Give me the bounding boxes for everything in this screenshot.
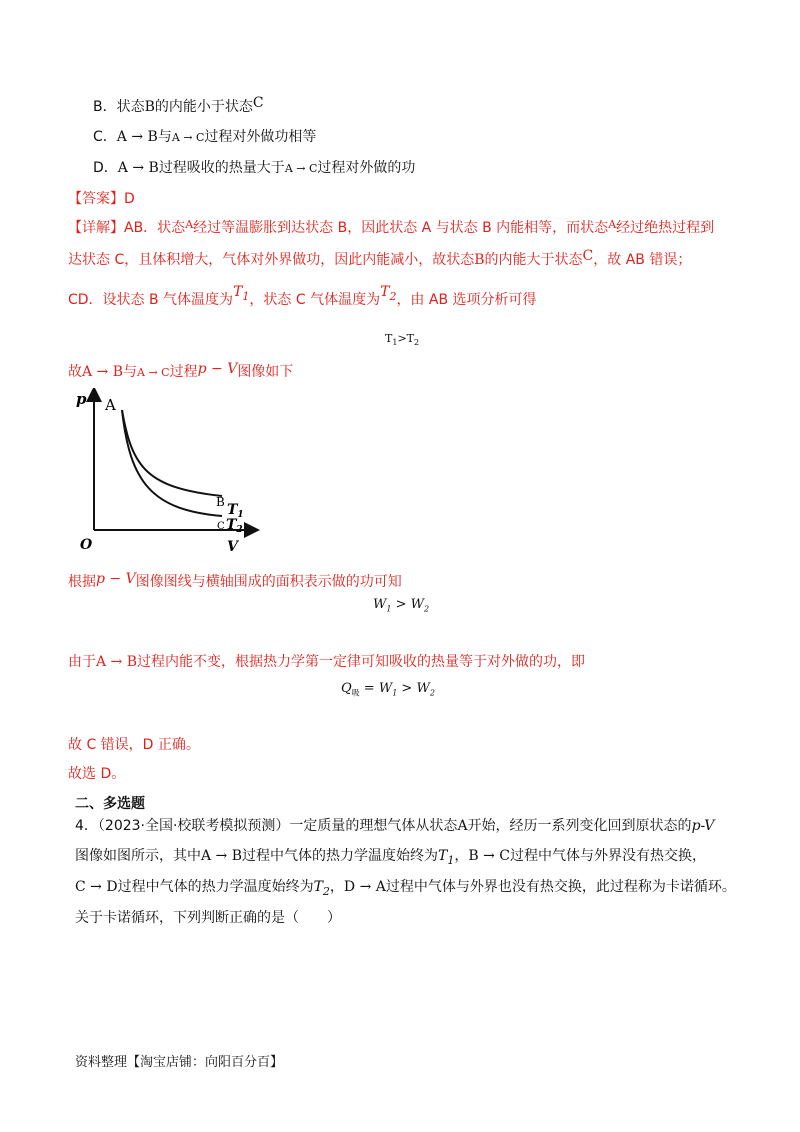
option-d-suffix: 过程对外做的功 <box>317 160 416 176</box>
section-title: 二、多选题 <box>75 796 145 812</box>
state-b-symbol: B <box>144 99 155 115</box>
footer-text: 资料整理【淘宝店铺：向阳百分百】 <box>75 1055 284 1070</box>
detail-line-1 <box>68 218 714 239</box>
option-c <box>93 127 316 148</box>
answer-label: 【答案】 <box>68 191 124 207</box>
q4-text: 过程中气体的热力学温度始终为 <box>242 848 439 864</box>
equation-w1-gt-w2: $W_1 > W_2$ <box>373 597 430 614</box>
q4-text: 过程中气体的热力学温度始终为 <box>117 879 314 895</box>
detail-line-2 <box>68 250 691 270</box>
detail-text: 过程内能不变，根据热力学第一定律可知吸收的热量等于对外做的功，即 <box>137 654 586 670</box>
process-a-b: A → B <box>82 364 124 380</box>
equation-q-absorbed: $Q_吸 = W_1 > W_2$ <box>341 681 435 698</box>
q4-line-1 <box>75 816 714 836</box>
process-b-c: B → C <box>468 848 511 864</box>
state-symbol: B <box>474 252 485 268</box>
q4-text: 4．（2023·全国·校联考模拟预测）一定质量的理想气体从状态 <box>75 818 458 834</box>
temp-t1: $T_1$ <box>233 284 250 303</box>
q4-text: 图像如图所示，其中 <box>75 848 201 864</box>
v-axis-label: V <box>227 539 238 555</box>
detail-text: 与 <box>123 364 138 380</box>
option-b <box>93 97 264 117</box>
q4-line-4: 关于卡诺循环，下列判断正确的是（ ） <box>75 910 341 926</box>
process-a-c: A → C <box>137 366 170 379</box>
pv-symbol: p-V <box>691 818 715 834</box>
state-symbol: A <box>608 218 617 231</box>
detail-text: 经过绝热过程到 <box>616 220 715 236</box>
isotherm-ab-curve <box>122 410 222 496</box>
option-c-prefix: C． <box>93 129 117 145</box>
process-a-c: A → C <box>284 162 318 175</box>
process-c-d: C → D <box>75 879 118 895</box>
t2-label: $T_2$ <box>226 517 243 535</box>
detail-line-3 <box>68 284 537 315</box>
process-a-b: A → B <box>116 129 158 145</box>
detail-text: 经过等温膨胀到达状态 B，因此状态 A 与状态 B 内能相等，而状态 <box>193 220 609 236</box>
detail-text: ，故 AB 错误； <box>593 252 692 268</box>
state-symbol: A <box>185 218 194 231</box>
detail-text: 过程 <box>169 364 198 380</box>
detail-line-5 <box>68 572 402 592</box>
q4-line-3: C → D过程中气体的热力学温度始终为$T_2$，D → A过程中气体与外界也没有热交换，此过程称为卡诺循环。 <box>75 879 736 898</box>
detail-text: ，状态 C 气体温度为 <box>249 292 381 308</box>
q4-text: 开始，经历一系列变化回到原状态的 <box>467 818 692 834</box>
q4-text: 过程中气体与外界没有热交换， <box>510 848 707 864</box>
detail-line-4 <box>68 362 293 383</box>
option-c-mid: 与 <box>157 129 172 145</box>
t1-label: $T_1$ <box>227 502 244 520</box>
option-c-suffix: 过程对外做功相等 <box>204 129 317 145</box>
temp-t1: $T_1$ <box>438 848 455 867</box>
q4-line-2: 图像如图所示，其中A → B过程中气体的热力学温度始终为$T_1$，B → C过程中气体与外界没有热交换， <box>75 848 707 867</box>
process-d-a: D → A <box>343 879 386 895</box>
state-symbol: A <box>457 818 468 834</box>
adiabat-ac-curve <box>122 410 222 516</box>
origin-label: O <box>80 537 93 553</box>
point-b-label: B <box>216 495 225 509</box>
answer-line <box>68 189 135 209</box>
detail-text: 根据 <box>68 574 96 590</box>
state-c-symbol: C <box>252 95 264 111</box>
pv-symbol: p − V <box>96 571 136 587</box>
detail-text: 图像图线与横轴围成的面积表示做的功可知 <box>135 574 402 590</box>
detail-line-6 <box>68 652 585 672</box>
detail-line-8: 故选 D。 <box>68 766 126 782</box>
temp-t2: $T_2$ <box>380 284 397 303</box>
equation-t1-gt-t2: $T_1>T_2$ <box>385 332 420 348</box>
q4-text: 过程中气体与外界也没有热交换，此过程称为卡诺循环。 <box>385 879 736 895</box>
pv-symbol: p − V <box>197 361 238 377</box>
process-a-b: A → B <box>201 848 243 864</box>
detail-text: 故 <box>68 364 82 380</box>
option-d <box>93 158 415 179</box>
process-a-b: A → B <box>117 160 159 176</box>
detail-text: 的内能大于状态 <box>484 252 583 268</box>
pv-diagram <box>72 388 262 558</box>
process-a-b: A → B <box>96 654 138 670</box>
temp-t2: $T_2$ <box>313 879 330 898</box>
option-b-mid: 的内能小于状态 <box>154 99 253 115</box>
option-d-mid: 过程吸收的热量大于 <box>158 160 285 176</box>
detail-text: CD．设状态 B 气体温度为 <box>68 292 234 308</box>
detail-text: 达状态 C，且体积增大，气体对外界做功，因此内能减小，故状态 <box>68 252 475 268</box>
answer-value: D <box>124 191 135 207</box>
option-d-prefix: D． <box>93 160 118 176</box>
detail-text: 图像如下 <box>237 364 294 380</box>
state-symbol: C <box>582 248 594 264</box>
process-a-c: A → C <box>171 131 205 144</box>
detail-line-7: 故 C 错误，D 正确。 <box>68 737 200 753</box>
detail-text: 【详解】AB．状态 <box>68 220 186 236</box>
detail-text: 由于 <box>68 654 96 670</box>
point-a-label: A <box>105 396 116 414</box>
p-axis-label: p <box>76 390 87 408</box>
detail-text: ，由 AB 选项分析可得 <box>396 292 537 308</box>
point-c-label: C <box>217 521 225 532</box>
option-b-prefix: B．状态 <box>93 99 145 115</box>
